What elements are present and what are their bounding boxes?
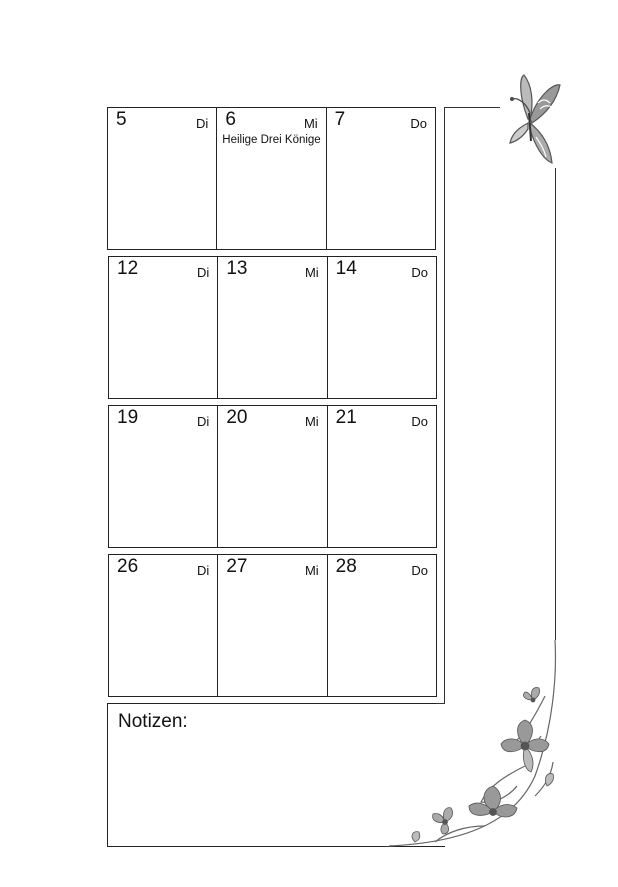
day-cell[interactable] (218, 257, 327, 398)
day-number: 19 (117, 407, 139, 428)
day-cell[interactable] (108, 108, 217, 249)
weekday-label: Mi (304, 563, 319, 578)
day-number: 14 (335, 258, 357, 279)
day-cell[interactable] (109, 555, 218, 696)
weekday-label: Di (197, 414, 210, 429)
weekday-label: Do (411, 563, 428, 578)
day-number: 13 (226, 258, 248, 279)
floral-corner-icon (385, 636, 563, 862)
day-number: 28 (335, 556, 357, 577)
day-number: 12 (117, 258, 139, 279)
weekday-label: Do (410, 116, 427, 131)
notes-label: Notizen: (118, 711, 188, 732)
frame-line-top (445, 107, 500, 108)
week-row-1 (107, 107, 436, 250)
weekday-label: Di (196, 116, 209, 131)
weekday-label: Mi (304, 265, 319, 280)
day-number: 21 (335, 407, 357, 428)
butterfly-icon (498, 73, 564, 169)
frame-line-right (555, 168, 556, 640)
day-number: 27 (226, 556, 248, 577)
day-number: 7 (334, 109, 346, 130)
day-cell[interactable] (328, 257, 436, 398)
weekday-label: Di (197, 265, 210, 280)
day-cell[interactable] (327, 108, 435, 249)
day-cell[interactable] (218, 555, 327, 696)
day-cell[interactable] (218, 406, 327, 547)
day-number: 26 (117, 556, 139, 577)
weekday-label: Di (197, 563, 210, 578)
day-cell[interactable] (328, 406, 436, 547)
weekday-label: Mi (303, 116, 318, 131)
day-number: 20 (226, 407, 248, 428)
weekday-label: Mi (304, 414, 319, 429)
weekday-label: Do (411, 414, 428, 429)
frame-line-left (444, 107, 445, 704)
weekday-label: Do (411, 265, 428, 280)
week-row-3 (108, 405, 437, 548)
holiday-label: Heilige Drei Könige (222, 134, 321, 146)
day-cell[interactable] (109, 406, 218, 547)
week-row-2 (108, 256, 437, 399)
day-cell[interactable] (109, 257, 218, 398)
day-cell[interactable] (217, 108, 326, 249)
day-number: 5 (116, 109, 127, 130)
day-number: 6 (225, 109, 236, 130)
